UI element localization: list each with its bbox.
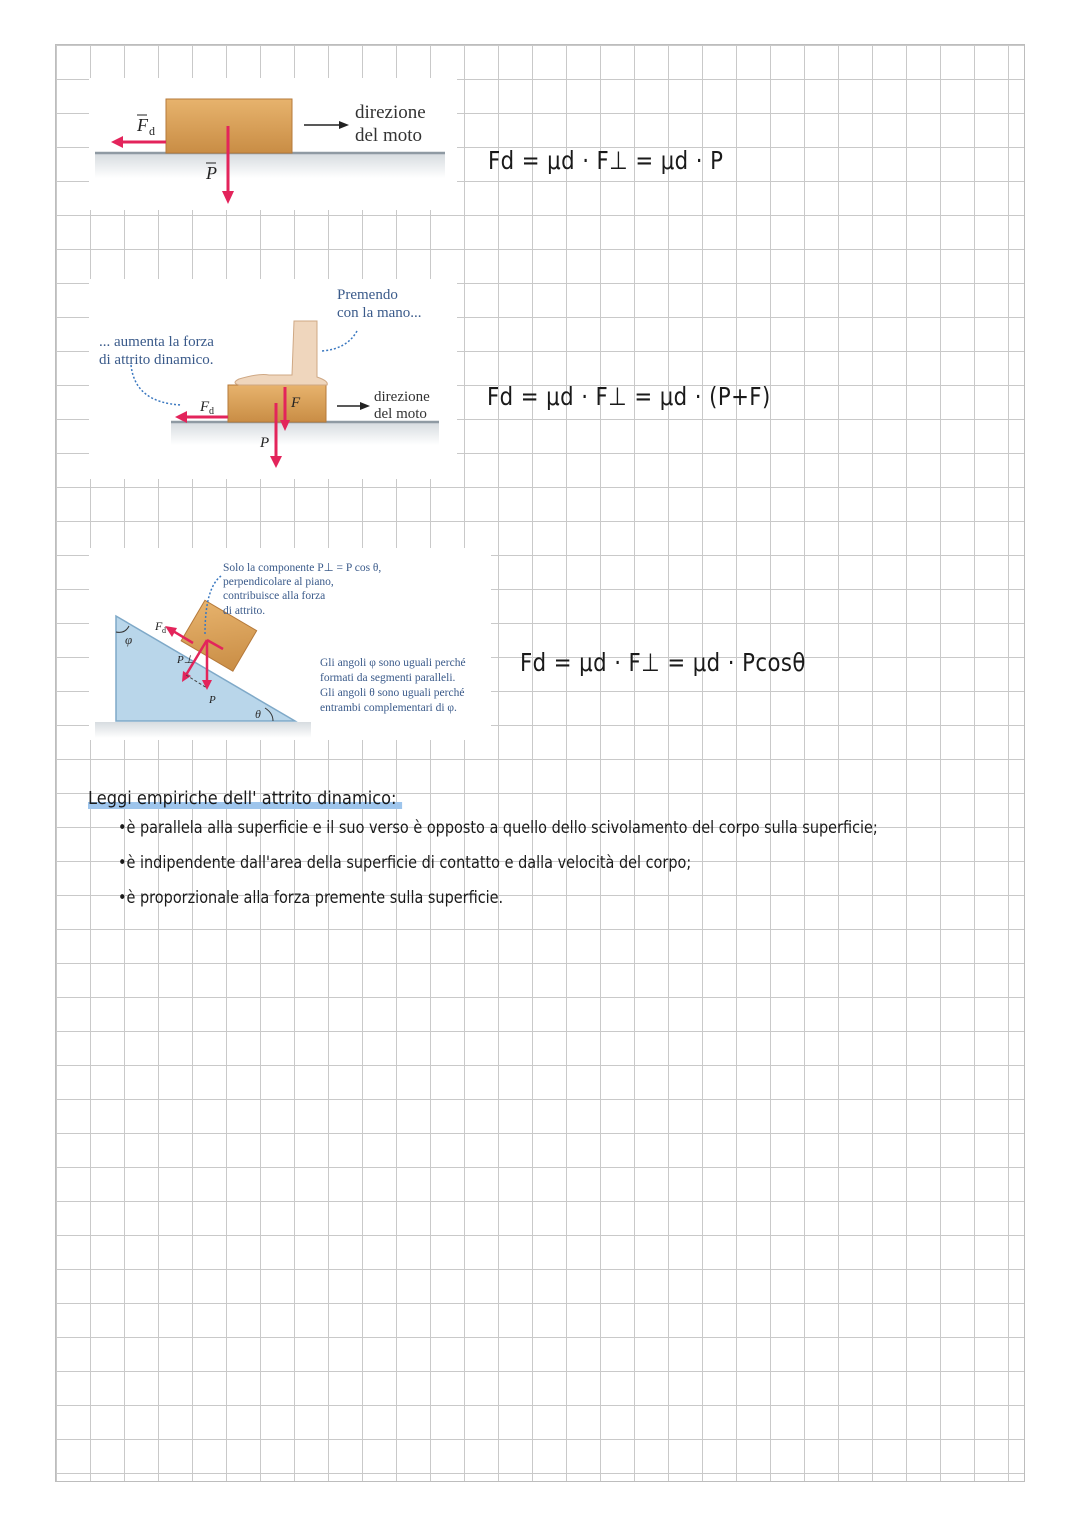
direction-label-line1: direzione: [355, 102, 426, 123]
notes-title: Leggi empiriche dell' attrito dinamico:: [88, 788, 402, 809]
formula-pressed: Fd = μd · F⊥ = μd · (P+F): [487, 382, 771, 411]
fd-label: F: [137, 115, 148, 135]
increase-caption-line1: ... aumenta la forza: [99, 334, 214, 350]
figure-inclined-plane-drawing: [89, 548, 491, 740]
pointer-curve-fd: [131, 365, 182, 405]
fd-label-subscript: d: [209, 406, 214, 417]
motion-arrow-head: [339, 121, 349, 129]
theta-label: θ: [255, 707, 261, 721]
figure-inclined-plane: [89, 548, 491, 740]
notes-list: [118, 811, 988, 916]
note1-line1: Solo la componente P⊥ = P cos θ,: [223, 562, 382, 574]
figure-horizontal-block: [89, 78, 457, 210]
f-label: F: [291, 395, 301, 411]
phi-label: φ: [125, 632, 133, 647]
p-label: P: [206, 163, 217, 183]
formula-horizontal: Fd = μd · F⊥ = μd · P: [488, 146, 724, 175]
note1-line3: contribuisce alla forza: [223, 590, 326, 602]
note2-line4: entrambi complementari di φ.: [320, 702, 457, 714]
fd-label-subscript: d: [162, 626, 166, 635]
figure-pressed-block-drawing: [89, 279, 457, 479]
press-caption-line2: con la mano...: [337, 305, 422, 321]
fd-label: F: [155, 619, 163, 633]
press-caption-line1: Premendo: [337, 287, 398, 303]
direction-label-line2: del moto: [374, 406, 427, 422]
direction-label-line1: direzione: [374, 389, 430, 405]
note1-line2: perpendicolare al piano,: [223, 576, 334, 588]
note2-line3: Gli angoli θ sono uguali perché: [320, 687, 465, 699]
p-arrow-head: [222, 191, 234, 204]
floor-shadow: [95, 722, 311, 738]
p-arrow-head: [270, 456, 282, 468]
pperp-label: P⊥: [177, 654, 194, 666]
notes-item: •è parallela alla superficie e il suo verso è opposto a quello dello scivolamento del corpo sulla superficie;: [118, 818, 878, 838]
p-label: P: [260, 435, 270, 451]
increase-caption-line2: di attrito dinamico.: [99, 352, 214, 368]
empirical-laws-notes: [88, 788, 988, 916]
fd-label: F: [200, 399, 210, 415]
figure-pressed-block: [89, 279, 457, 479]
note2-line2: formati da segmenti paralleli.: [320, 672, 456, 684]
notes-item: •è indipendente dall'area della superficie di contatto e dalla velocità del corpo;: [118, 853, 692, 873]
direction-label-line2: del moto: [355, 125, 423, 146]
formula-incline: Fd = μd · F⊥ = μd · Pcosθ: [520, 648, 806, 677]
motion-arrow-head: [360, 402, 370, 410]
hand-icon: [235, 321, 327, 385]
note1-line4: di attrito.: [223, 605, 266, 617]
floor-shadow: [171, 423, 439, 445]
pointer-curve-hand: [322, 331, 357, 351]
fd-arrow-head: [111, 136, 123, 148]
p-label: P: [209, 694, 216, 706]
graph-paper-grid: [55, 44, 1025, 1482]
figure-horizontal-block-drawing: [89, 78, 457, 210]
notes-item: •è proporzionale alla forza premente sulla superficie.: [118, 888, 504, 908]
note2-line1: Gli angoli φ sono uguali perché: [320, 657, 466, 669]
floor-shadow: [95, 154, 445, 178]
fd-label-subscript: d: [149, 124, 155, 138]
